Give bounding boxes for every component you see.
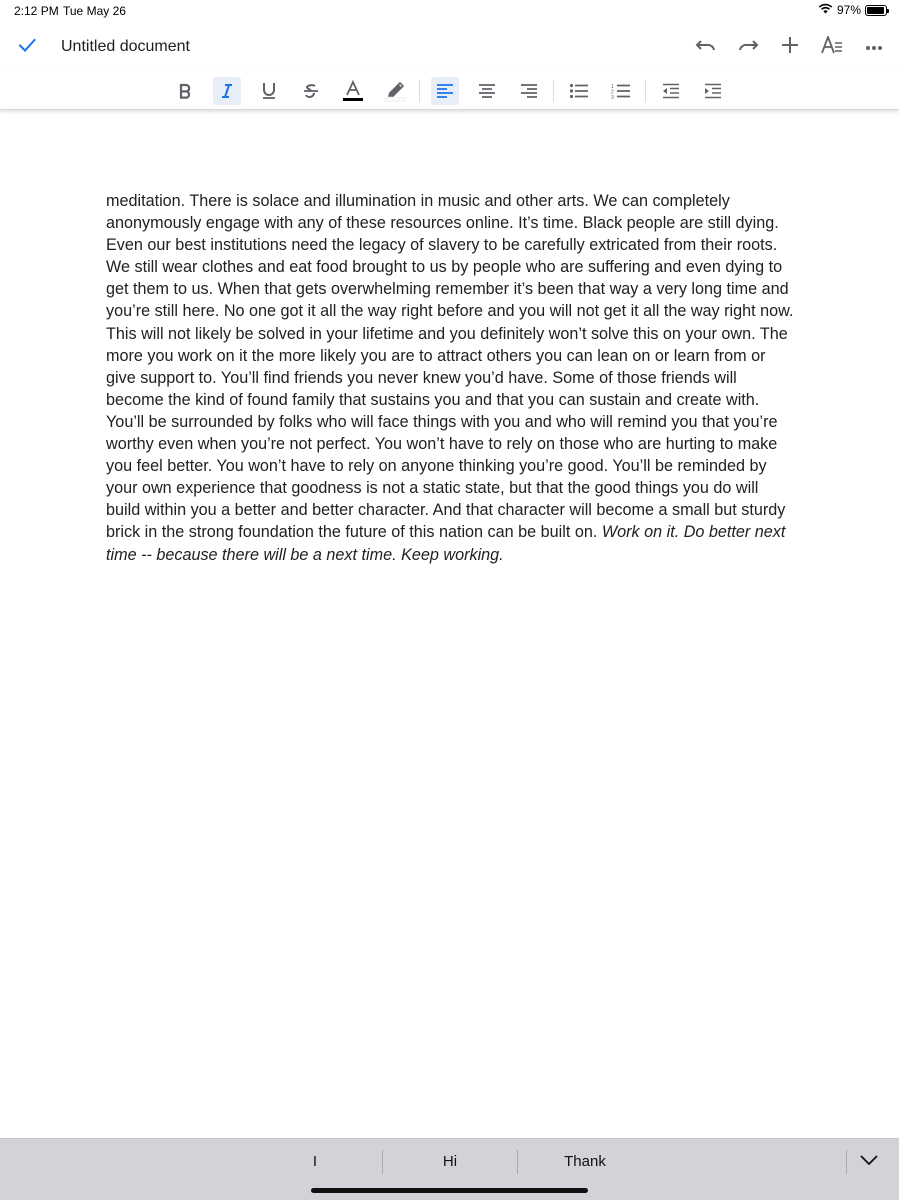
insert-button[interactable] bbox=[773, 30, 807, 64]
chevron-down-icon bbox=[860, 1152, 878, 1170]
document-title[interactable]: Untitled document bbox=[61, 38, 190, 55]
plus-icon bbox=[781, 36, 799, 59]
italic-icon bbox=[220, 83, 234, 99]
battery-icon bbox=[865, 5, 887, 16]
status-date: Tue May 26 bbox=[63, 4, 126, 18]
svg-text:2: 2 bbox=[611, 89, 614, 96]
italic-button[interactable] bbox=[213, 77, 241, 105]
battery-level bbox=[867, 7, 884, 14]
align-center-icon bbox=[478, 83, 496, 99]
text-format-button[interactable] bbox=[815, 30, 849, 64]
highlighter-icon bbox=[384, 80, 406, 102]
decrease-indent-button[interactable] bbox=[657, 77, 685, 105]
undo-button[interactable] bbox=[689, 30, 723, 64]
body-text: meditation. There is solace and illumination in music and other arts. We can completely anonymously engage with any of these resources online. It’s time. Black people are still dying. Even our best institutions need the legacy of slavery to be carefully extricated from their roots. We still wear clothes and eat food brought to us by people who are suffering and even dying to get them to us. When that gets overwhelming remember it’s been that way a very long time and you’re still here. No one got it all the way right before and you will not get it all the way right now. This will not likely be solved in your lifetime and you definitely won’t solve this on your own. The more you work on it the more likely you are to attract others you can lean on or learn from or give support to. You’ll find friends you never knew you’d have. Some of those friends will become the kind of found family that sustains you and that you can sustain and create with. You’ll be surrounded by folks who will face things with you and who will remind you that you’re worthy even when you’re not perfect. You won’t have to rely on those who are hurting to make you feel better. You won’t have to rely on anyone thinking you’re good. You’ll be reminded by your own experience that goodness is not a static state, but that the good things you do will build within you a better and better character. And that character will become a small but sturdy brick in the strong foundation the future of this nation can be built on. bbox=[106, 192, 794, 542]
text-color-button[interactable] bbox=[339, 77, 367, 105]
bold-button[interactable] bbox=[171, 77, 199, 105]
redo-icon bbox=[737, 38, 759, 57]
suggestion-3[interactable]: Thank bbox=[564, 1153, 606, 1170]
strikethrough-button[interactable] bbox=[297, 77, 325, 105]
body-text-italic: Work on it. Do better next time -- because there will be a next time. Keep working. bbox=[106, 523, 786, 564]
underline-button[interactable] bbox=[255, 77, 283, 105]
text-format-icon bbox=[821, 36, 843, 59]
align-right-icon bbox=[520, 83, 538, 99]
wifi-icon bbox=[818, 3, 833, 17]
done-button[interactable] bbox=[14, 34, 40, 60]
redo-button[interactable] bbox=[731, 30, 765, 64]
title-bar bbox=[0, 22, 899, 72]
home-indicator[interactable] bbox=[311, 1188, 588, 1193]
underline-icon bbox=[261, 82, 277, 100]
more-icon bbox=[865, 38, 883, 56]
more-options-button[interactable] bbox=[857, 30, 891, 64]
suggestion-2[interactable]: Hi bbox=[442, 1153, 458, 1170]
toolbar-divider bbox=[645, 80, 646, 102]
check-icon bbox=[17, 35, 37, 60]
suggestion-divider bbox=[846, 1150, 847, 1174]
bold-icon bbox=[178, 83, 192, 99]
undo-icon bbox=[695, 38, 717, 57]
svg-text:3: 3 bbox=[611, 95, 614, 99]
status-bar bbox=[0, 0, 899, 22]
suggestion-1[interactable]: I bbox=[312, 1153, 318, 1170]
bulleted-list-button[interactable] bbox=[565, 77, 593, 105]
status-indicators bbox=[818, 3, 887, 17]
numbered-list-button[interactable] bbox=[607, 77, 635, 105]
svg-text:1: 1 bbox=[611, 84, 614, 90]
status-time: 2:12 PM bbox=[14, 4, 59, 18]
align-right-button[interactable] bbox=[515, 77, 543, 105]
toolbar-divider bbox=[419, 80, 420, 102]
highlight-color-button[interactable] bbox=[381, 77, 409, 105]
decrease-indent-icon bbox=[662, 83, 680, 99]
battery-percent: 97% bbox=[836, 3, 861, 17]
strikethrough-icon bbox=[302, 82, 320, 100]
align-left-button[interactable] bbox=[431, 77, 459, 105]
document-body[interactable] bbox=[106, 190, 796, 566]
align-center-button[interactable] bbox=[473, 77, 501, 105]
align-left-icon bbox=[436, 83, 454, 99]
toolbar-divider bbox=[553, 80, 554, 102]
bulleted-list-icon bbox=[569, 83, 589, 99]
text-color-icon bbox=[342, 80, 364, 102]
formatting-toolbar bbox=[0, 72, 899, 110]
hide-keyboard-button[interactable] bbox=[859, 1151, 879, 1171]
increase-indent-icon bbox=[704, 83, 722, 99]
numbered-list-icon bbox=[611, 83, 631, 99]
increase-indent-button[interactable] bbox=[699, 77, 727, 105]
